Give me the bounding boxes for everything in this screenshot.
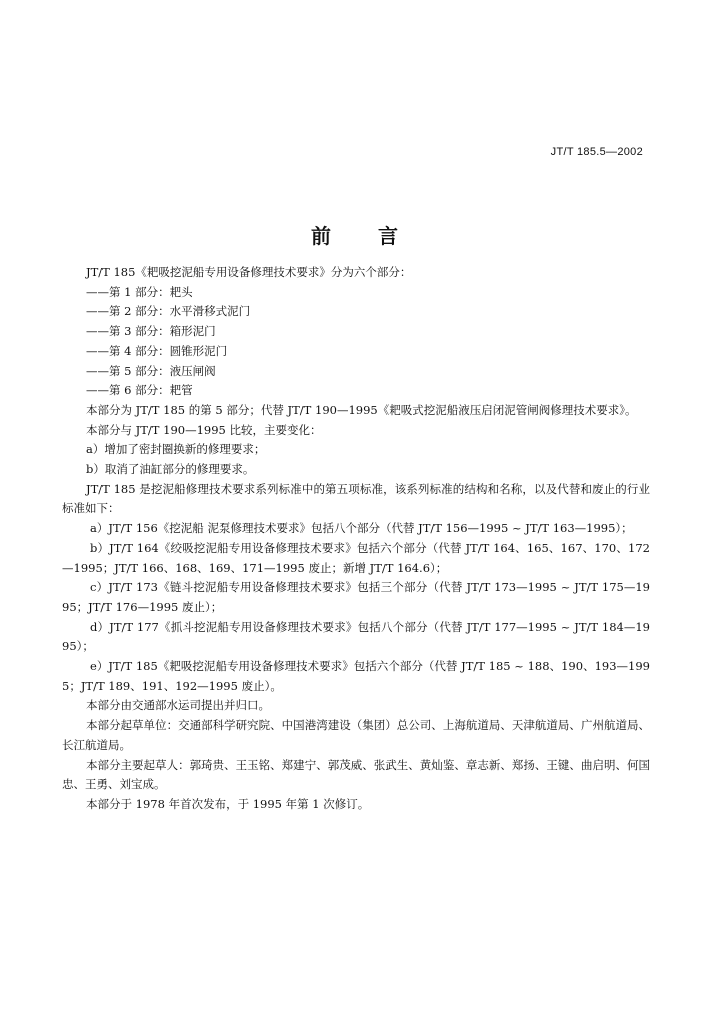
series-item-e: e）JT/T 185《耙吸挖泥船专用设备修理技术要求》包括六个部分（代替 JT/T 185 ~ 188、190、193—1995；JT/T 189、191、192—1995 废止）。	[62, 659, 650, 693]
list-item-part-5: ——第 5 部分：液压闸阀	[86, 363, 216, 378]
paragraph-drafters: 本部分主要起草人：郭琦贵、王玉铭、郑建宁、郭茂威、张武生、黄灿鉴、章志新、郑扬、王键、曲启明、何国忠、王勇、刘宝成。	[62, 757, 650, 792]
series-item-c: c）JT/T 173《链斗挖泥船专用设备修理技术要求》包括三个部分（代替 JT/T 173—1995 ~ JT/T 175—1995；JT/T 176—1995 废止）；	[62, 580, 650, 614]
page-title: 前 言	[311, 224, 418, 248]
paragraph-changes: 本部分与 JT/T 190—1995 比较，主要变化：	[86, 422, 322, 437]
paragraph-proposer: 本部分由交通部水运司提出并归口。	[86, 698, 270, 713]
series-item-d: d）JT/T 177《抓斗挖泥船专用设备修理技术要求》包括八个部分（代替 JT/T 177—1995 ~ JT/T 184—1995）；	[62, 619, 650, 654]
paragraph-intro: JT/T 185《耙吸挖泥船专用设备修理技术要求》分为六个部分：	[86, 265, 412, 279]
list-item-part-6: ——第 6 部分：耙管	[86, 383, 193, 398]
paragraph-history: 本部分于 1978 年首次发布，于 1995 年第 1 次修订。	[86, 796, 370, 811]
series-item-a: a）JT/T 156《挖泥船 泥泵修理技术要求》包括八个部分（代替 JT/T 156—1995 ~ JT/T 163—1995）；	[90, 521, 633, 536]
paragraph-series: JT/T 185 是挖泥船修理技术要求系列标准中的第五项标准，该系列标准的结构和名称，以及代替和废止的行业标准如下：	[62, 481, 650, 516]
standard-number: JT/T 185.5—2002	[550, 146, 643, 158]
series-item-b: b）JT/T 164《绞吸挖泥船专用设备修理技术要求》包括六个部分（代替 JT/T 164、165、167、170、172—1995；JT/T 166、168、169、171—1995 废止；新增 JT/T 164.6）；	[62, 540, 650, 575]
change-item-a: a）增加了密封圈换新的修理要求；	[86, 442, 266, 457]
paragraph-drafting-units: 本部分起草单位：交通部科学研究院、中国港湾建设（集团）总公司、上海航道局、天津航道局、广州航道局、长江航道局。	[62, 718, 650, 752]
change-item-b: b）取消了油缸部分的修理要求。	[86, 462, 255, 477]
list-item-part-1: ——第 1 部分：耙头	[86, 284, 193, 299]
list-item-part-3: ——第 3 部分：箱形泥门	[86, 324, 216, 339]
document-body	[62, 263, 650, 815]
paragraph-replacement: 本部分为 JT/T 185 的第 5 部分；代替 JT/T 190—1995《耙吸式挖泥船液压启闭泥管闸阀修理技术要求》。	[86, 402, 637, 417]
list-item-part-2: ——第 2 部分：水平滑移式泥门	[86, 304, 251, 319]
list-item-part-4: ——第 4 部分：圆锥形泥门	[86, 343, 228, 358]
